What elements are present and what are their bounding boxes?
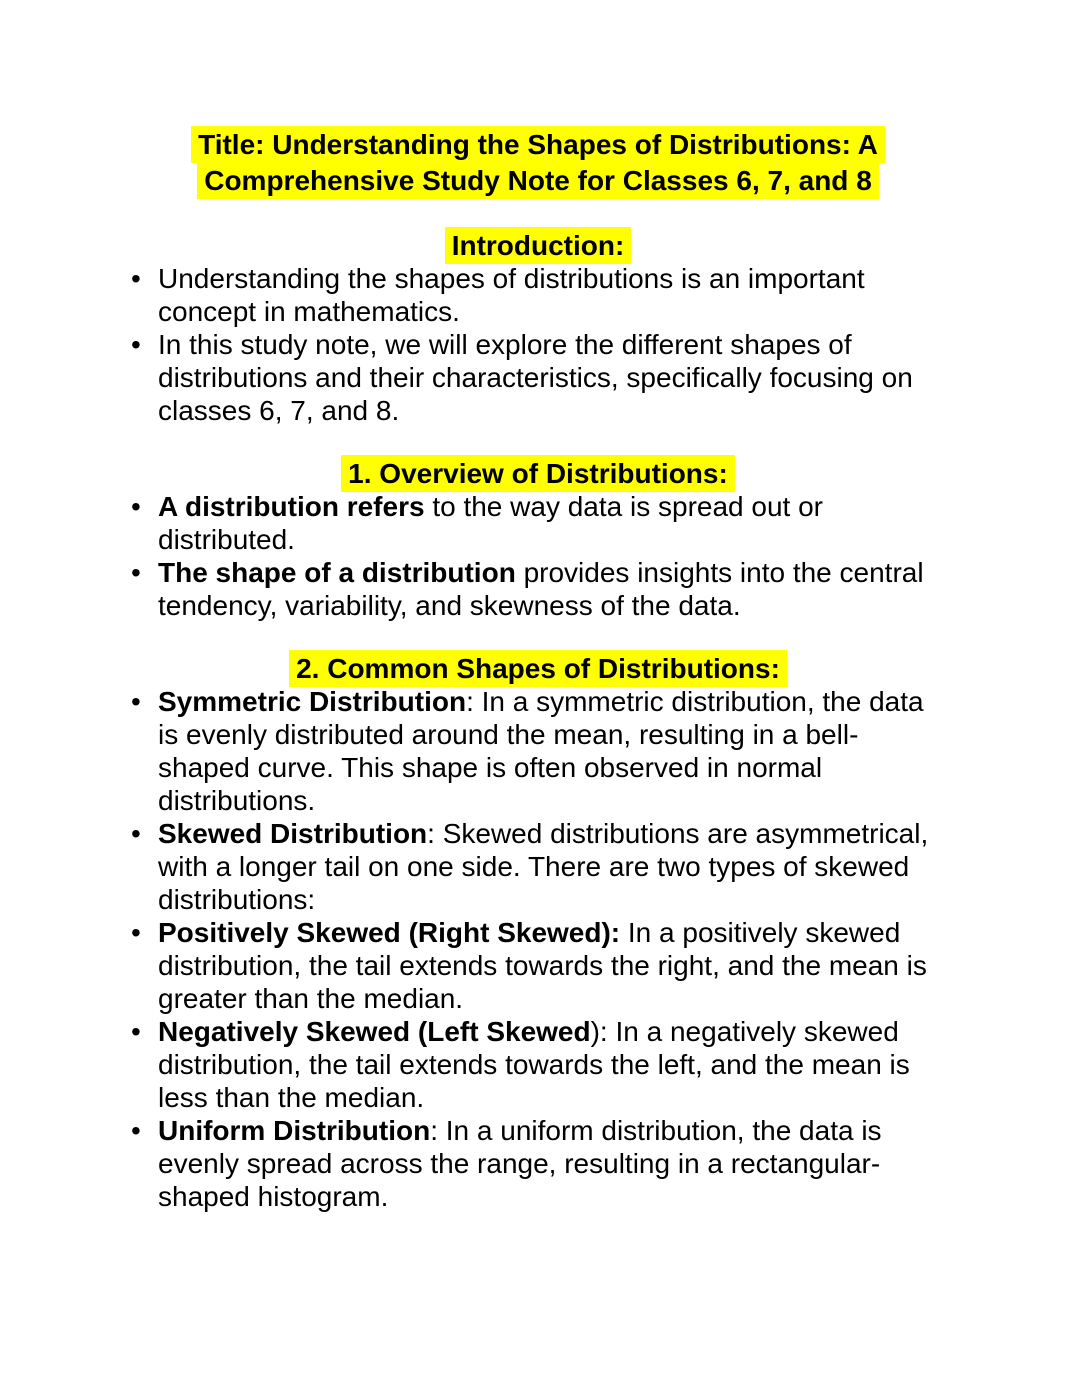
bullet-list-overview xyxy=(128,490,948,622)
bullet-bold-text: Positively Skewed (Right Skewed): xyxy=(158,917,621,948)
list-item xyxy=(128,490,948,556)
list-item xyxy=(128,916,948,1015)
page-title xyxy=(128,127,948,199)
bullet-list-common-shapes xyxy=(128,685,948,1213)
title-highlight: Title: Understanding the Shapes of Distributions: A Comprehensive Study Note for Classes 6, 7, and 8 xyxy=(191,126,885,199)
heading-highlight: 1. Overview of Distributions: xyxy=(341,455,735,492)
bullet-text: : In a uniform distribution, the data is evenly spread across the range, resulting in a rectangular-shaped histogram. xyxy=(158,1115,882,1212)
bullet-bold-text: Skewed Distribution xyxy=(158,818,428,849)
section-common-shapes xyxy=(128,652,948,1213)
document-content xyxy=(128,0,948,1213)
section-heading-common-shapes xyxy=(128,652,948,685)
bullet-bold-text: Negatively Skewed (Left Skewed xyxy=(158,1016,591,1047)
bullet-bold-text: Symmetric Distribution xyxy=(158,686,467,717)
list-item xyxy=(128,262,948,328)
section-heading-introduction xyxy=(128,229,948,262)
heading-highlight: 2. Common Shapes of Distributions: xyxy=(289,650,787,687)
list-item xyxy=(128,1114,948,1213)
list-item xyxy=(128,556,948,622)
bullet-list-introduction xyxy=(128,262,948,427)
bullet-text: : Skewed distributions are asymmetrical, with a longer tail on one side. There are two types of skewed distributions: xyxy=(158,818,929,915)
list-item xyxy=(128,817,948,916)
section-overview-of-distributions xyxy=(128,457,948,622)
bullet-bold-text: The shape of a distribution xyxy=(158,557,516,588)
bullet-text: ): In a negatively skewed distribution, the tail extends towards the left, and the mean is less than the median. xyxy=(158,1016,910,1113)
list-item xyxy=(128,1015,948,1114)
list-item xyxy=(128,685,948,817)
bullet-bold-text: A distribution refers xyxy=(158,491,425,522)
section-heading-overview xyxy=(128,457,948,490)
bullet-text: In this study note, we will explore the different shapes of distributions and their characteristics, specifically focusing on classes 6, 7, and 8. xyxy=(158,329,913,426)
bullet-bold-text: Uniform Distribution xyxy=(158,1115,431,1146)
bullet-text: to the way data is spread out or distributed. xyxy=(158,491,823,555)
section-introduction xyxy=(128,229,948,427)
bullet-text: : In a symmetric distribution, the data is evenly distributed around the mean, resulting in a bell-shaped curve. This shape is often observed in normal distributions. xyxy=(158,686,924,816)
list-item xyxy=(128,328,948,427)
heading-highlight: Introduction: xyxy=(445,227,632,264)
bullet-text: In a positively skewed distribution, the tail extends towards the right, and the mean is greater than the median. xyxy=(158,917,927,1014)
bullet-text: provides insights into the central tendency, variability, and skewness of the data. xyxy=(158,557,924,621)
bullet-text: Understanding the shapes of distributions is an important concept in mathematics. xyxy=(158,263,865,327)
